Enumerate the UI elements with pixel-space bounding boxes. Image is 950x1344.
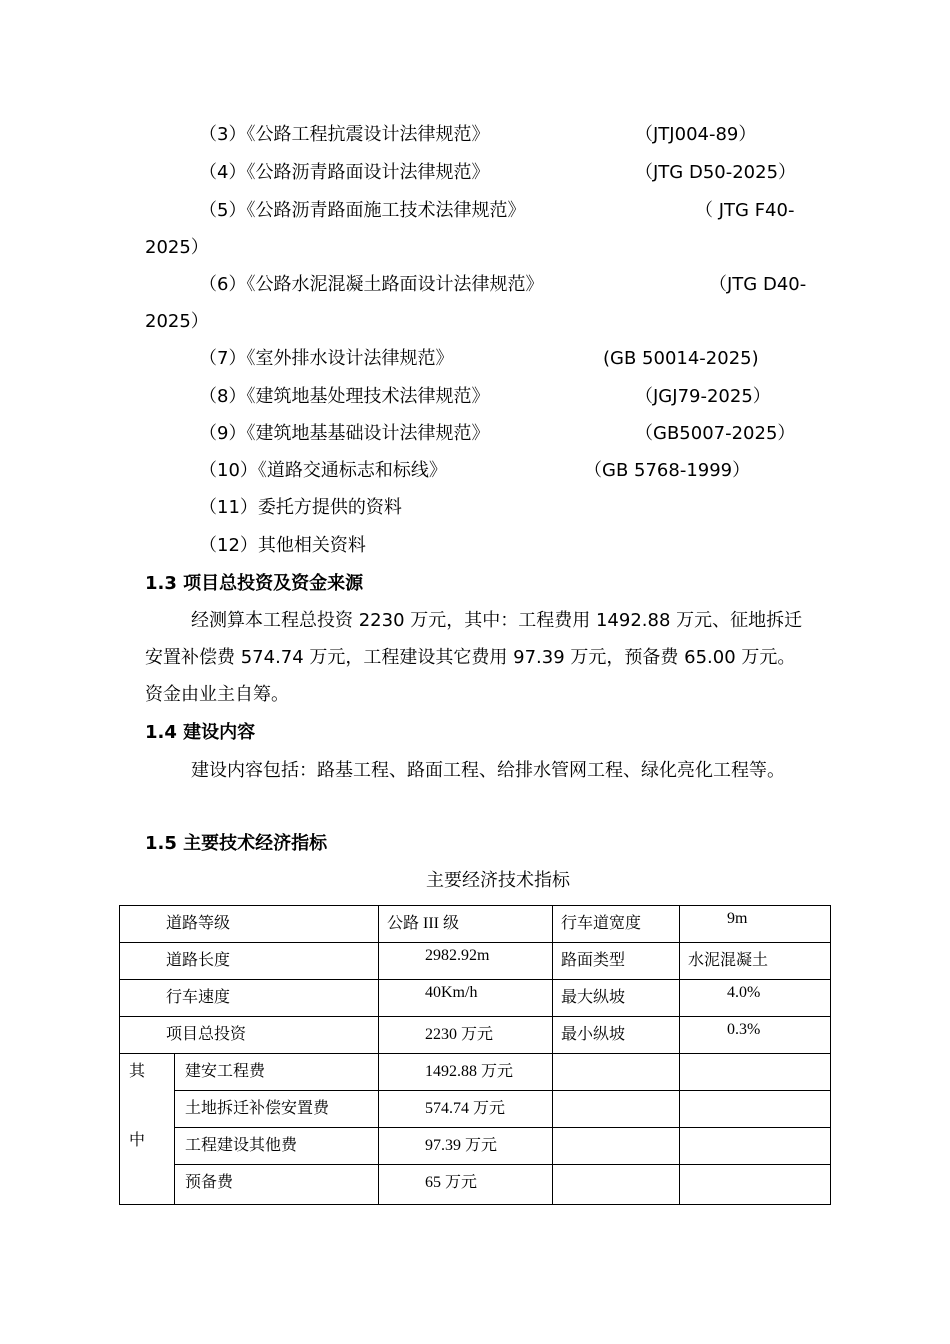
reference-code: （JGJ79-2025） bbox=[635, 386, 771, 407]
table-cell bbox=[680, 1165, 831, 1205]
table-cell: 道路长度 bbox=[120, 943, 379, 980]
reference-item bbox=[199, 162, 797, 183]
table-cell: 2982.92m bbox=[379, 943, 553, 980]
table-cell bbox=[553, 1091, 680, 1128]
table-row bbox=[120, 1128, 831, 1165]
table-row bbox=[120, 1054, 831, 1091]
reference-label: （3）《公路工程抗震设计法律规范》 bbox=[199, 124, 490, 145]
reference-code: （GB 5768-1999） bbox=[584, 460, 751, 481]
reference-code: （JTJ004-89） bbox=[635, 124, 757, 145]
reference-label: （12）其他相关资料 bbox=[199, 535, 366, 556]
table-cell: 40Km/h bbox=[379, 980, 553, 1017]
table-cell: 预备费 bbox=[175, 1165, 379, 1205]
section-heading: 1.3 项目总投资及资金来源 bbox=[145, 573, 364, 594]
table-cell: 2230 万元 bbox=[379, 1017, 553, 1054]
reference-label: （9）《建筑地基基础设计法律规范》 bbox=[199, 423, 490, 444]
table-cell: 行车道宽度 bbox=[553, 906, 680, 943]
table-cell bbox=[553, 1165, 680, 1205]
section-heading: 1.4 建设内容 bbox=[145, 722, 256, 743]
reference-label: （4）《公路沥青路面设计法律规范》 bbox=[199, 162, 490, 183]
reference-item bbox=[199, 536, 366, 556]
group-label: 中 bbox=[129, 1132, 146, 1149]
reference-code: （ JTG F40- bbox=[695, 200, 795, 221]
reference-item bbox=[199, 200, 795, 221]
table-cell bbox=[680, 1054, 831, 1091]
reference-code: （JTG D50-2025） bbox=[635, 162, 797, 183]
group-label-cell bbox=[120, 1054, 175, 1205]
reference-item bbox=[199, 423, 796, 444]
table-cell: 9m bbox=[680, 906, 831, 943]
table-cell: 公路 III 级 bbox=[379, 906, 553, 943]
table-cell: 路面类型 bbox=[553, 943, 680, 980]
table-cell: 水泥混凝土 bbox=[680, 943, 831, 980]
table-cell: 道路等级 bbox=[120, 906, 379, 943]
reference-label: （10）《道路交通标志和标线》 bbox=[199, 460, 447, 481]
reference-item bbox=[199, 386, 771, 407]
table-row bbox=[120, 906, 831, 943]
reference-label: （5）《公路沥青路面施工技术法律规范》 bbox=[199, 200, 526, 221]
reference-label: （11）委托方提供的资料 bbox=[199, 497, 402, 518]
table-cell: 建安工程费 bbox=[175, 1054, 379, 1091]
table-cell: 574.74 万元 bbox=[379, 1091, 553, 1128]
table-cell bbox=[680, 1128, 831, 1165]
reference-item bbox=[199, 274, 807, 295]
table-cell: 1492.88 万元 bbox=[379, 1054, 553, 1091]
reference-label: （7）《室外排水设计法律规范》 bbox=[199, 348, 454, 369]
table-cell: 土地拆迁补偿安置费 bbox=[175, 1091, 379, 1128]
reference-item bbox=[199, 348, 759, 369]
reference-code: （JTG D40- bbox=[709, 274, 807, 295]
reference-item bbox=[199, 124, 757, 145]
section-heading: 1.5 主要技术经济指标 bbox=[145, 833, 328, 854]
group-label: 其 bbox=[129, 1063, 146, 1080]
reference-continuation: 2025） bbox=[145, 237, 209, 258]
reference-label: （8）《建筑地基处理技术法律规范》 bbox=[199, 386, 490, 407]
reference-item bbox=[199, 498, 402, 518]
table-cell bbox=[553, 1128, 680, 1165]
table-cell: 0.3% bbox=[680, 1017, 831, 1054]
table-cell: 最大纵坡 bbox=[553, 980, 680, 1017]
table-row bbox=[120, 943, 831, 980]
table-cell: 行车速度 bbox=[120, 980, 379, 1017]
table-caption: 主要经济技术指标 bbox=[426, 870, 570, 891]
table-row bbox=[120, 980, 831, 1017]
body-paragraph bbox=[145, 752, 810, 789]
table-cell bbox=[553, 1054, 680, 1091]
table-cell bbox=[680, 1091, 831, 1128]
table-cell: 97.39 万元 bbox=[379, 1128, 553, 1165]
table-row bbox=[120, 1017, 831, 1054]
reference-continuation: 2025） bbox=[145, 311, 209, 332]
table-cell: 项目总投资 bbox=[120, 1017, 379, 1054]
table-cell: 4.0% bbox=[680, 980, 831, 1017]
table-cell: 65 万元 bbox=[379, 1165, 553, 1205]
table-cell: 最小纵坡 bbox=[553, 1017, 680, 1054]
reference-label: （6）《公路水泥混凝土路面设计法律规范》 bbox=[199, 274, 544, 295]
body-paragraph bbox=[145, 602, 810, 713]
reference-code: （GB5007-2025） bbox=[635, 423, 796, 444]
paragraph-text: 建设内容包括：路基工程、路面工程、给排水管网工程、绿化亮化工程等。 bbox=[191, 760, 785, 781]
reference-item bbox=[199, 460, 751, 481]
paragraph-text: 经测算本工程总投资 2230 万元，其中：工程费用 1492.88 万元、征地拆迁安置补偿费 574.74 万元，工程建设其它费用 97.39 万元，预备费 65.00 万元。资金由业主自筹。 bbox=[145, 610, 803, 705]
indicator-table bbox=[119, 905, 831, 1205]
table-row bbox=[120, 1165, 831, 1205]
reference-code: (GB 50014-2025) bbox=[603, 348, 759, 369]
table-row bbox=[120, 1091, 831, 1128]
table-cell: 工程建设其他费 bbox=[175, 1128, 379, 1165]
